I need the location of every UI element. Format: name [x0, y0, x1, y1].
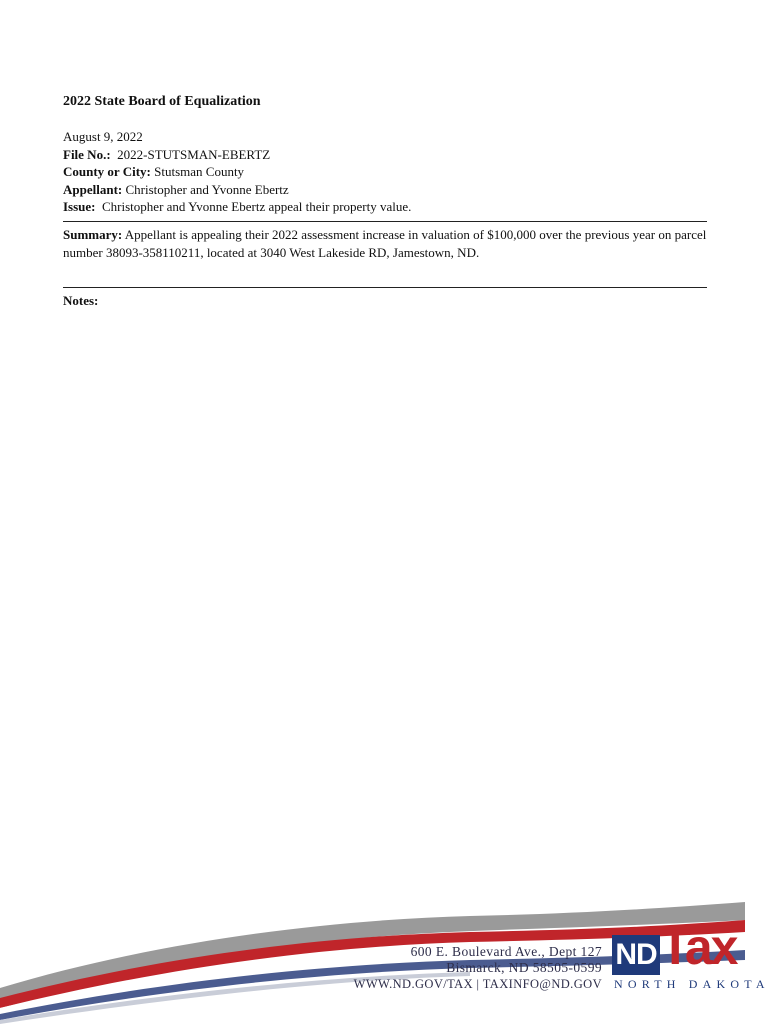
logo-tax-text: Tax	[660, 919, 737, 975]
issue-line	[63, 198, 411, 216]
summary-value: Appellant is appealing their 2022 assessment increase in valuation of $100,000 over the previous year on parcel number 38093-358110211, located at 3040 West Lakeside RD, Jamestown, ND.	[63, 227, 707, 260]
logo-nd-box: ND	[612, 935, 660, 975]
appellant-value: Christopher and Yvonne Ebertz	[125, 181, 289, 197]
logo-state-text: NORTH DAKOTA	[614, 977, 770, 991]
appellant-label: Appellant:	[63, 181, 123, 197]
file-no-line	[63, 146, 411, 164]
address-line-2: Bismarck, ND 58505-0599	[446, 960, 602, 975]
issue-value: Christopher and Yvonne Ebertz appeal their property value.	[102, 199, 412, 214]
contact-line: WWW.ND.GOV/TAX | TAXINFO@ND.GOV	[353, 977, 602, 991]
file-no-label: File No.:	[63, 146, 111, 162]
summary-paragraph	[63, 226, 708, 262]
notes-label: Notes:	[63, 293, 99, 308]
county-value: Stutsman County	[154, 164, 245, 179]
county-line	[63, 163, 411, 181]
address-line-1: 600 E. Boulevard Ave., Dept 127	[410, 944, 602, 959]
summary-label: Summary:	[63, 227, 123, 242]
issue-label: Issue:	[63, 199, 96, 214]
divider-bottom	[63, 287, 707, 288]
date-line: August 9, 2022	[63, 129, 143, 144]
county-label: County or City:	[63, 164, 151, 179]
divider-top	[63, 221, 707, 222]
case-details	[63, 128, 411, 216]
document-title: 2022 State Board of Equalization	[63, 94, 261, 109]
file-no-value: 2022-STUTSMAN-EBERTZ	[117, 146, 271, 162]
appellant-line	[63, 181, 411, 199]
